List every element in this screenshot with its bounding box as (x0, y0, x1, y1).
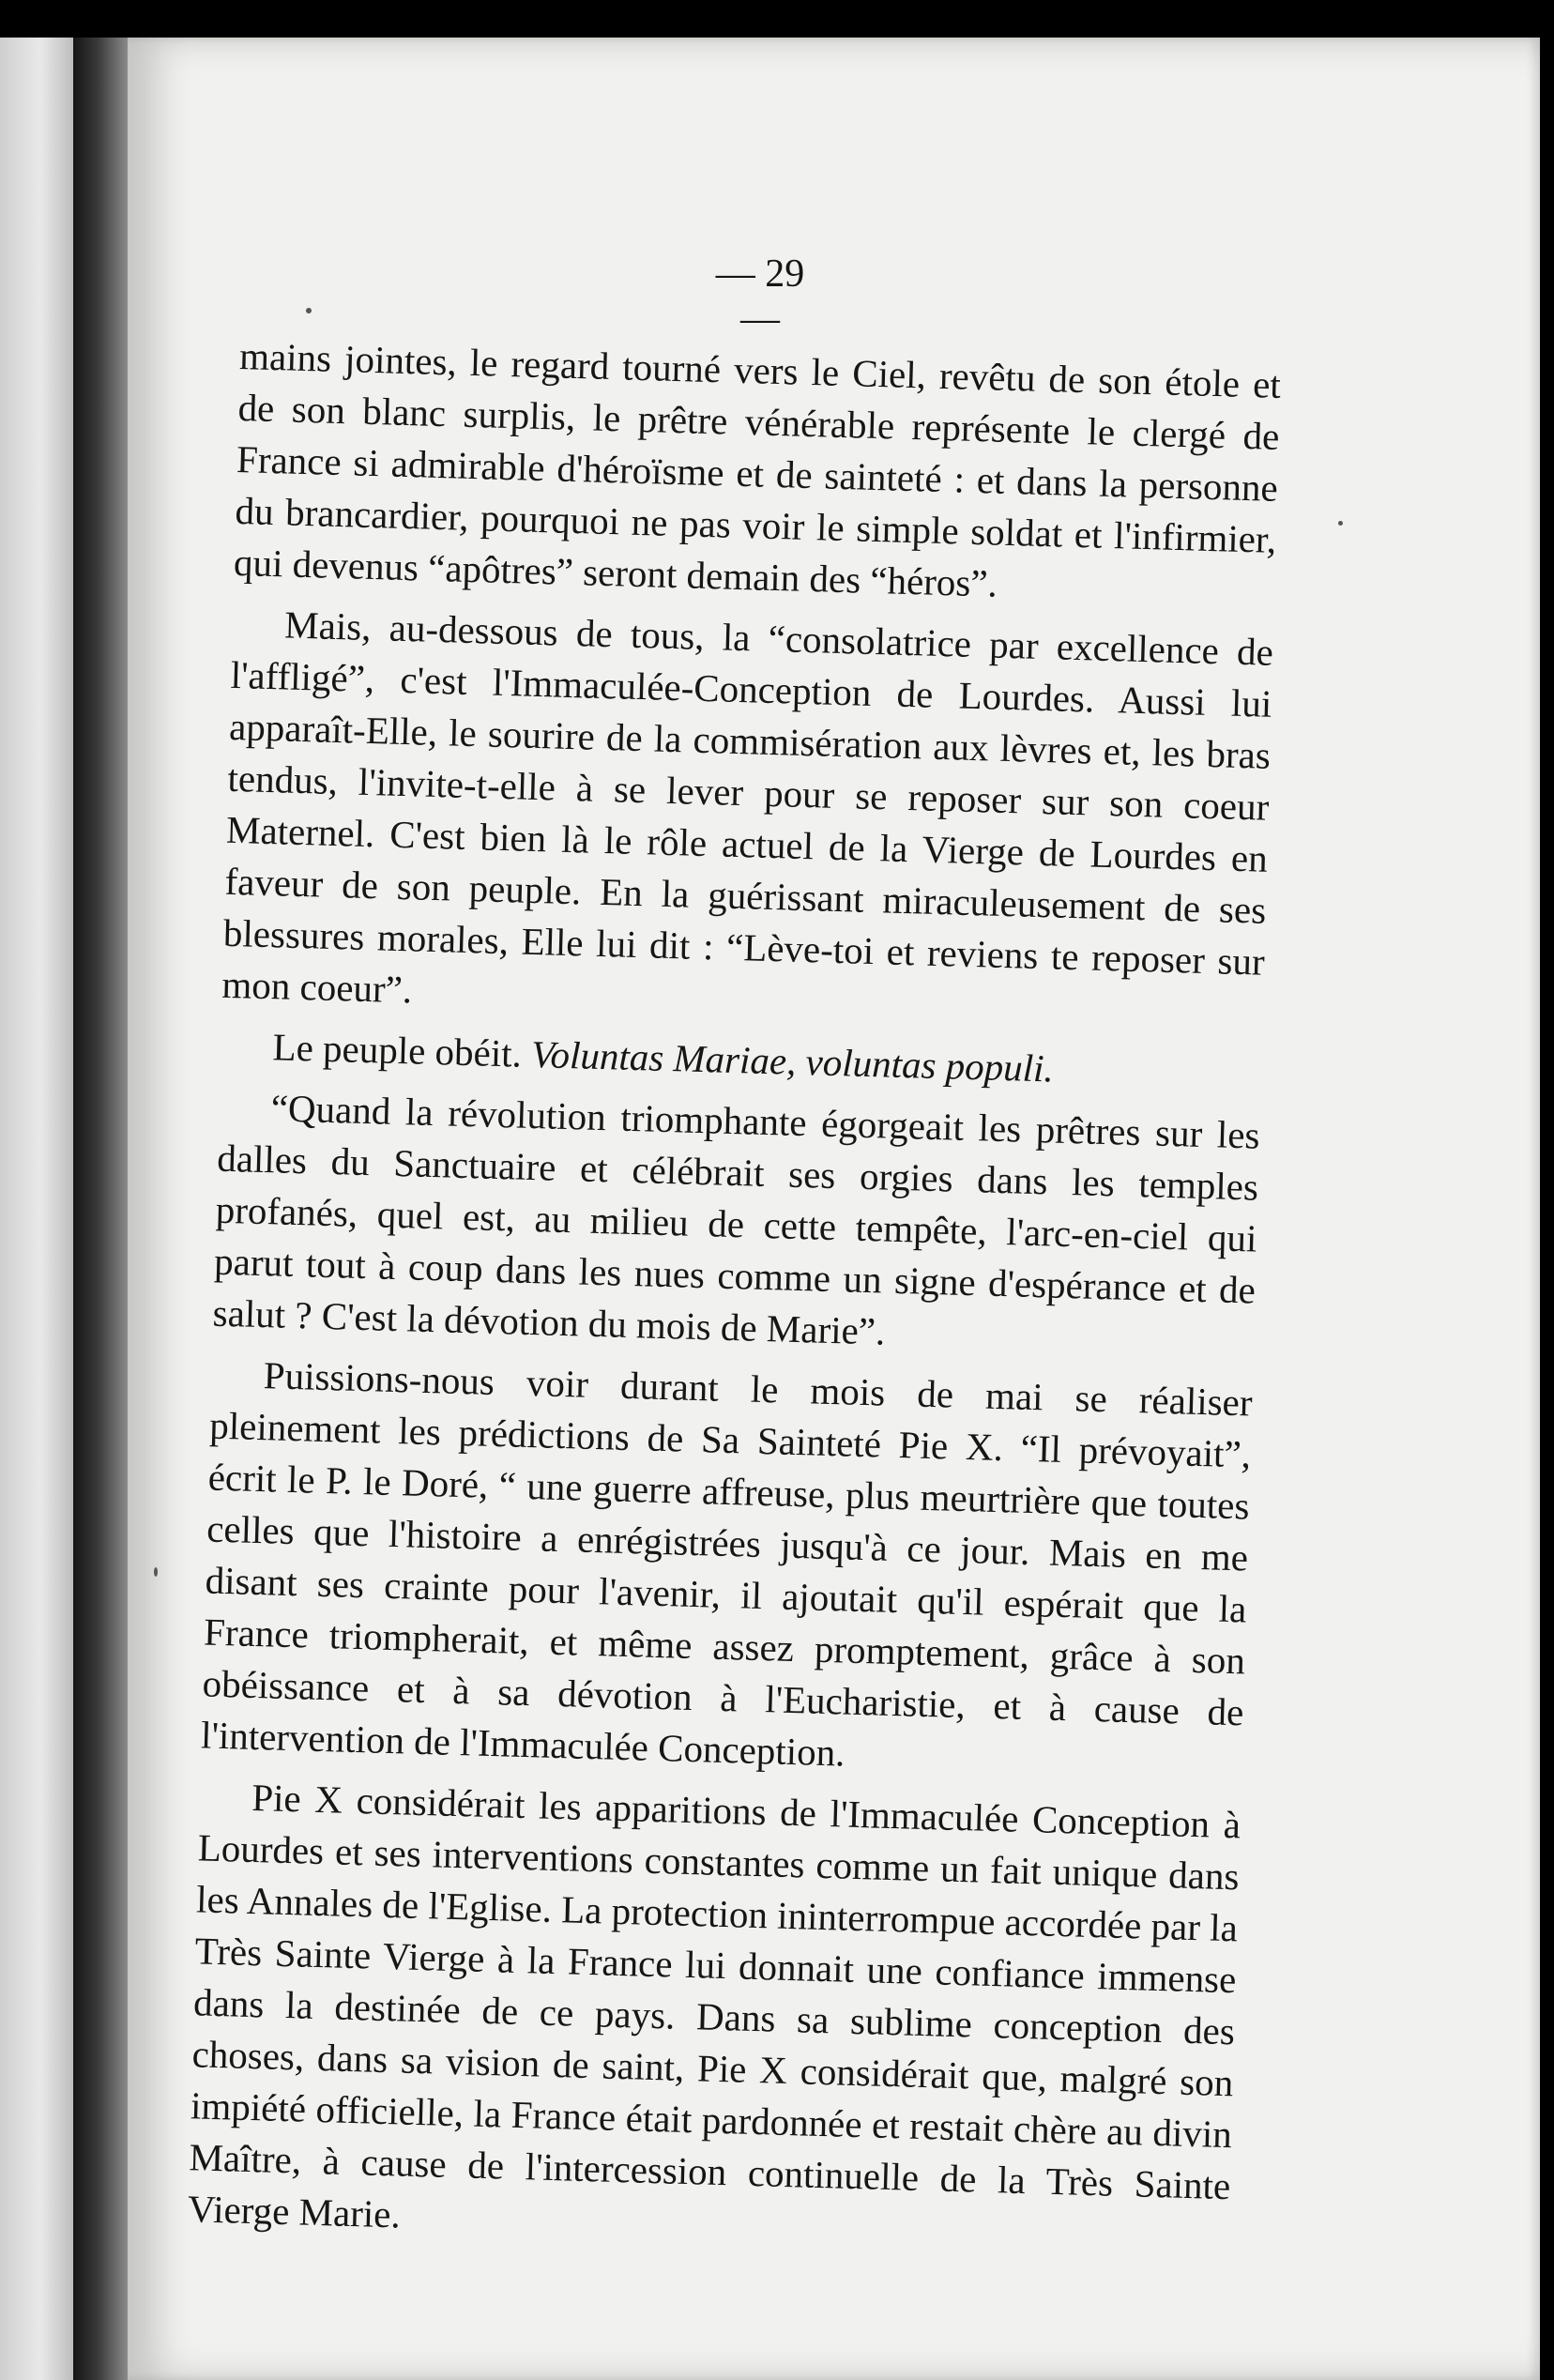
body-text (187, 330, 1282, 2273)
facing-page-edge (0, 38, 73, 2380)
paragraph: Pie X considérait les apparitions de l'Immaculée Conception à Lourdes et ses interventions constantes comme un fait unique dans les Annales de l'Eglise. La protection ininterrompue accordée par la Très Sainte Vierge à la France lui donnait une confiance immense dans la destinée de ce pays. Dans sa sublime conception des choses, dans sa vision de saint, Pie X considérait que, malgré son impiété officielle, la France était pardonnée et restait chère au divin Maître, à cause de l'intercession continuelle de la Très Sainte Vierge Marie. (187, 1775, 1242, 2236)
page-number: — 29 — (715, 252, 805, 341)
paragraph: mains jointes, le regard tourné vers le Ciel, revêtu de son étole et de son blanc surplis, le prêtre vénérable représente le clergé de France si admirable d'héroïsme et de sainteté : et dans la personne du brancardier, pourquoi ne pas voir le simple soldat et l'infirmier, qui devenus “apôtres” seront demain des “héros”. (233, 333, 1282, 605)
paragraph: Puissions-nous voir durant le mois de mai se réaliser pleinement les prédictions de Sa Sainteté Pie X. “Il prévoyait”, écrit le P. le Doré, “ une guerre affreuse, plus meurtrière que toutes celles que l'histoire a enrégistrées jusqu'à ce jour. Mais en me disant ses crainte pour l'avenir, il ajoutait qu'il espérait que la France triompherait, et même assez promptement, grâce à son obéissance et à sa dévotion à l'Eucharistie, et à cause de l'intervention de l'Immaculée Conception. (200, 1353, 1254, 1775)
dust-speck (306, 308, 312, 313)
dust-speck (154, 1567, 158, 1577)
book-gutter (73, 38, 128, 2380)
paragraph-lead: Le peuple obéit. (272, 1025, 523, 1076)
paragraph: Mais, au-dessous de tous, la “consolatrice par excellence de l'affligé”, c'est l'Immaculée-Conception de Lourdes. Aussi lui apparaît-Elle, le sourire de la commisération aux lèvres et, les bras tendus, l'invite-t-elle à se lever pour se reposer sur son coeur Maternel. C'est bien là le rôle actuel de la Vierge de Lourdes en faveur de son peuple. En la guérissant miraculeusement de ses blessures morales, Elle lui dit : “Lève-toi et reviens te reposer sur mon coeur”. (221, 603, 1274, 1012)
latin-motto: Voluntas Mariae, voluntas populi. (530, 1031, 1055, 1091)
paragraph: “Quand la révolution triomphante égorgeait les prêtres sur les dalles du Sanctuaire et célébrait ses orgies dans les temples profanés, quel est, au milieu de cette tempête, l'arc-en-ciel qui parut tout à coup dans les nues comme un signe d'espérance et de salut ? C'est la dévotion du mois de Marie”. (212, 1086, 1261, 1353)
dust-speck (1338, 521, 1343, 526)
